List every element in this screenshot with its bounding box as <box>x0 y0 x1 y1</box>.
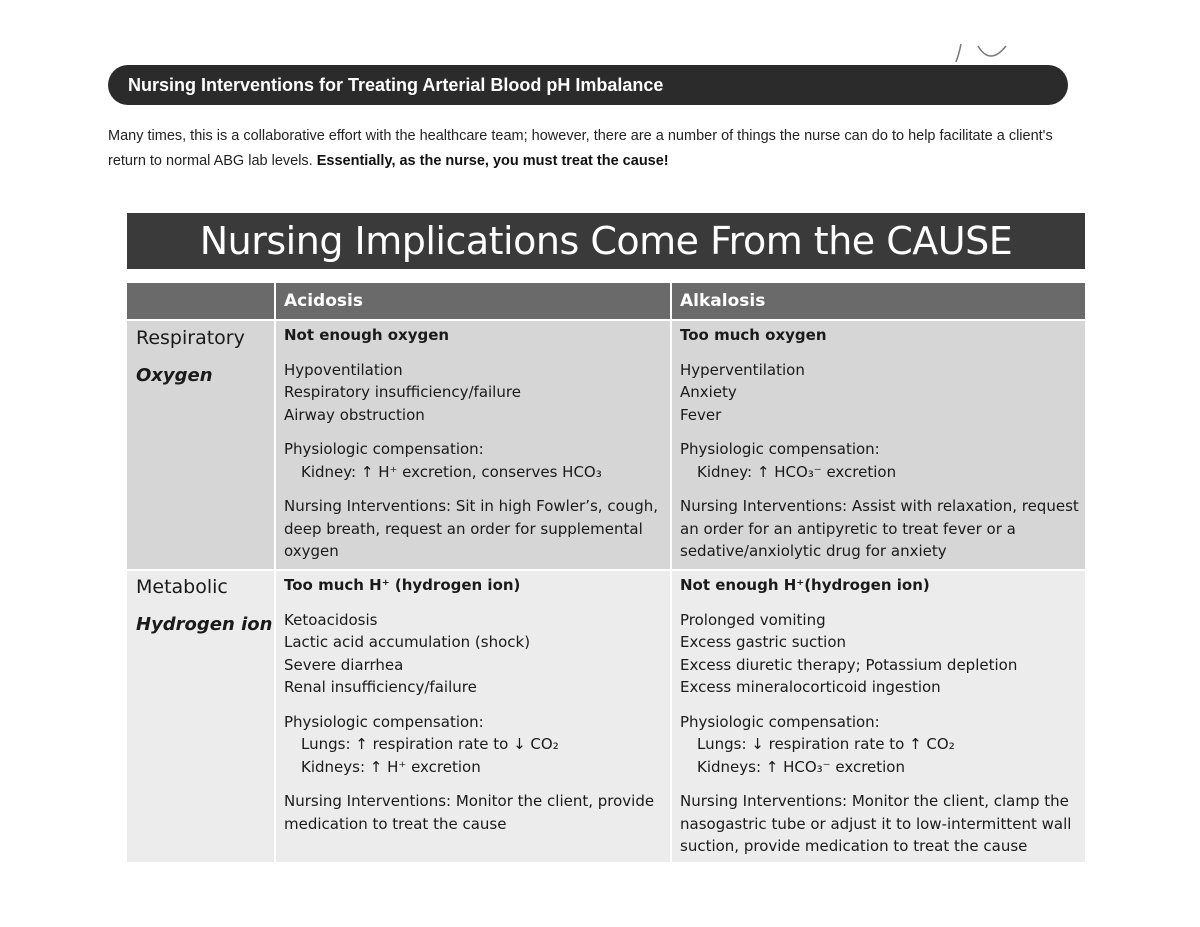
row-label-sub: Oxygen <box>136 365 213 386</box>
column-header-acidosis: Acidosis <box>284 291 363 311</box>
compensation-item: Lungs: ↑ respiration rate to ↓ CO₂ <box>301 735 559 753</box>
cause-item: Airway obstruction <box>284 405 425 424</box>
column-divider <box>274 283 276 862</box>
nursing-interventions: Nursing Interventions: Sit in high Fowler’s, cough, deep breath, request an order for supplemental oxygen <box>284 497 659 560</box>
cause-item: Hypoventilation <box>284 360 403 379</box>
row-label-metabolic <box>136 576 272 635</box>
cell-heading: Too much H⁺ (hydrogen ion) <box>284 576 521 594</box>
cell-metabolic-acidosis <box>284 574 664 835</box>
cause-list <box>284 609 664 699</box>
cause-item: Anxiety <box>680 383 737 401</box>
nursing-interventions: Nursing Interventions: Monitor the client, provide medication to treat the cause <box>284 792 655 833</box>
cause-item: Lactic acid accumulation (shock) <box>284 633 531 651</box>
compensation-item: Kidney: ↑ HCO₃⁻ excretion <box>697 462 897 481</box>
nursing-interventions: Nursing Interventions: Assist with relaxation, request an order for an antipyretic to treat fever or a sedative/anxiolytic drug for anxiety <box>680 497 1079 560</box>
row-divider <box>127 319 1085 321</box>
intro-emphasis: Essentially, as the nurse, you must treat the cause! <box>316 153 669 169</box>
cause-item: Excess diuretic therapy; Potassium depletion <box>680 655 1018 674</box>
row-label-respiratory <box>136 327 245 386</box>
compensation-item: Kidney: ↑ H⁺ excretion, conserves HCO₃ <box>301 462 602 481</box>
compensation-block <box>680 438 1080 483</box>
cell-heading: Too much oxygen <box>680 326 827 344</box>
intro-paragraph <box>108 124 1083 174</box>
cell-respiratory-acidosis <box>284 324 664 563</box>
cell-heading: Not enough oxygen <box>284 326 450 344</box>
compensation-label: Physiologic compensation: <box>284 712 484 731</box>
section-title: Nursing Interventions for Treating Arterial Blood pH Imbalance <box>128 74 664 95</box>
column-divider <box>670 283 672 862</box>
compensation-block <box>680 711 1080 779</box>
intro-text: Many times, this is a collaborative effort with the healthcare team; however, there are a number of things the nurse can do to help facilitate a client's return to normal ABG lab levels. <box>108 128 1053 169</box>
cell-metabolic-alkalosis <box>680 574 1080 858</box>
slide-title: Nursing Implications Come From the CAUSE <box>127 213 1085 269</box>
compensation-label: Physiologic compensation: <box>680 712 880 731</box>
compensation-label: Physiologic compensation: <box>284 440 484 458</box>
compensation-item: Kidneys: ↑ HCO₃⁻ excretion <box>697 757 905 776</box>
section-header <box>108 65 1068 105</box>
cause-item: Ketoacidosis <box>284 610 378 629</box>
column-header-alkalosis: Alkalosis <box>680 291 766 311</box>
corner-decoration <box>950 40 1010 66</box>
compensation-item: Lungs: ↓ respiration rate to ↑ CO₂ <box>697 735 955 753</box>
compensation-block <box>284 438 664 483</box>
compensation-item: Kidneys: ↑ H⁺ excretion <box>301 757 481 776</box>
compensation-block <box>284 711 664 779</box>
compensation-label: Physiologic compensation: <box>680 440 880 458</box>
cause-item: Hyperventilation <box>680 360 805 379</box>
cause-item: Severe diarrhea <box>284 655 404 674</box>
cause-item: Prolonged vomiting <box>680 610 826 629</box>
cause-item: Fever <box>680 405 722 424</box>
cell-heading: Not enough H⁺(hydrogen ion) <box>680 576 930 594</box>
nursing-interventions: Nursing Interventions: Monitor the client, clamp the nasogastric tube or adjust it to low-intermittent wall suction, provide medication to treat the cause <box>680 792 1072 855</box>
cause-list <box>680 609 1080 699</box>
cell-respiratory-alkalosis <box>680 324 1080 563</box>
cause-item: Renal insufficiency/failure <box>284 678 477 696</box>
implications-table <box>127 283 1085 862</box>
cause-item: Respiratory insufficiency/failure <box>284 383 521 401</box>
row-label-main: Metabolic <box>136 576 228 598</box>
cause-list <box>680 359 1080 427</box>
cause-item: Excess mineralocorticoid ingestion <box>680 678 941 696</box>
row-label-main: Respiratory <box>136 327 245 349</box>
cause-item: Excess gastric suction <box>680 633 847 651</box>
cause-list <box>284 359 664 427</box>
row-label-sub: Hydrogen ion <box>136 614 273 635</box>
row-divider <box>127 569 1085 571</box>
